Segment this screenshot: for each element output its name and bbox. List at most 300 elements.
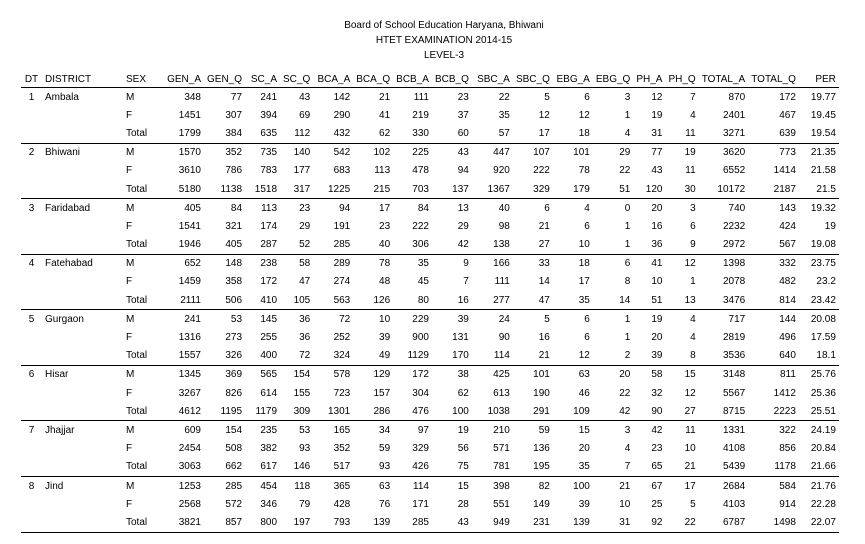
table-row — [21, 143, 839, 162]
value-cell-bca-a: 165 — [333, 424, 351, 436]
value-cell-bca-a: 94 — [339, 202, 351, 214]
value-cell-total-q: 567 — [748, 236, 799, 255]
value-cell-bcb-q: 75 — [432, 458, 472, 477]
value-cell-per: 23.75 — [810, 258, 836, 270]
value-cell-sc-a: 238 — [260, 258, 278, 270]
value-cell-ebg-q: 4 — [624, 443, 631, 455]
district-name: Fatehabad — [45, 258, 93, 270]
value-cell-ph-q: 22 — [665, 513, 698, 532]
value-cell-sbc-q: 291 — [513, 402, 553, 421]
district-number — [21, 162, 42, 180]
value-cell-bca-a: 72 — [339, 313, 351, 325]
value-cell-bcb-q: 16 — [432, 291, 472, 310]
value-cell-sbc-q: 222 — [533, 165, 550, 177]
value-cell-ebg-a: 100 — [573, 480, 590, 492]
value-cell-per: 19.32 — [810, 202, 836, 214]
value-cell-ebg-a: 6 — [584, 91, 590, 103]
table-row — [21, 495, 839, 513]
value-cell-per: 21.76 — [810, 480, 836, 492]
value-cell-sc-q: 52 — [280, 236, 313, 255]
value-cell-total-a: 2401 — [722, 109, 746, 121]
column-header-bca-a: BCA_A — [313, 72, 353, 88]
value-cell-gen-q: 148 — [225, 258, 243, 270]
value-cell-bca-q: 59 — [379, 443, 391, 455]
value-cell-total-q: 1412 — [773, 387, 796, 399]
value-cell-sc-a: 287 — [245, 236, 280, 255]
value-cell-ebg-a: 6 — [584, 313, 590, 325]
value-cell-per: 17.59 — [810, 332, 836, 344]
value-cell-sbc-q: 16 — [538, 332, 550, 344]
district-name — [42, 513, 123, 532]
value-cell-sc-a: 454 — [260, 480, 278, 492]
sex-cell: M — [126, 202, 135, 214]
report-level: LEVEL-3 — [423, 50, 465, 61]
value-cell-sbc-q: 21 — [513, 347, 553, 366]
sex-cell: F — [126, 498, 133, 510]
value-cell-total-q: 424 — [779, 220, 796, 232]
value-cell-bcb-q: 37 — [457, 109, 469, 121]
value-cell-total-q: 496 — [779, 332, 796, 344]
district-name: Jhajjar — [45, 424, 75, 436]
value-cell-total-q: 811 — [779, 369, 796, 381]
table-row — [21, 328, 839, 346]
value-cell-ebg-a: 101 — [573, 147, 590, 159]
value-cell-bca-q: 113 — [374, 165, 391, 177]
value-cell-sc-q: 146 — [280, 458, 313, 477]
district-name — [42, 236, 123, 255]
table-row — [21, 88, 839, 107]
district-number — [21, 328, 42, 346]
value-cell-sc-a: 255 — [260, 332, 278, 344]
value-cell-bcb-a: 229 — [412, 313, 429, 325]
value-cell-bca-a: 517 — [313, 458, 353, 477]
value-cell-ph-a: 58 — [651, 369, 663, 381]
value-cell-bca-a: 563 — [313, 291, 353, 310]
value-cell-sbc-a: 447 — [493, 147, 510, 159]
value-cell-sbc-a: 98 — [498, 220, 510, 232]
value-cell-total-a: 5439 — [699, 458, 749, 477]
value-cell-sc-a: 1518 — [245, 180, 280, 199]
value-cell-total-a: 717 — [728, 313, 746, 325]
value-cell-ph-a: 31 — [633, 124, 665, 143]
value-cell-sc-q: 69 — [299, 109, 311, 121]
value-cell-total-q: 144 — [779, 313, 796, 325]
value-cell-per: 20.84 — [810, 443, 836, 455]
value-cell-bcb-a: 330 — [393, 124, 432, 143]
value-cell-ph-a: 43 — [651, 165, 663, 177]
value-cell-sc-q: 177 — [293, 165, 311, 177]
value-cell-ebg-q: 6 — [624, 258, 631, 270]
value-cell-per: 19 — [824, 220, 836, 232]
value-cell-sbc-q: 6 — [544, 202, 550, 214]
value-cell-total-q: 914 — [779, 498, 796, 510]
value-cell-sc-a: 410 — [245, 291, 280, 310]
value-cell-bcb-q: 9 — [463, 258, 469, 270]
value-cell-sc-a: 565 — [260, 369, 278, 381]
sex-cell: Total — [123, 124, 163, 143]
value-cell-bca-a: 365 — [333, 480, 351, 492]
column-header-total-q: TOTAL_Q — [748, 72, 799, 88]
value-cell-gen-q: 508 — [225, 443, 243, 455]
value-cell-gen-q: 826 — [225, 387, 243, 399]
value-cell-bca-a: 252 — [333, 332, 351, 344]
value-cell-ph-q: 8 — [665, 347, 698, 366]
value-cell-total-a: 2684 — [722, 480, 746, 492]
value-cell-bcb-a: 900 — [412, 332, 429, 344]
district-name — [42, 347, 123, 366]
value-cell-bcb-q: 39 — [457, 313, 469, 325]
value-cell-bcb-a: 45 — [417, 276, 429, 288]
value-cell-total-a: 5567 — [722, 387, 746, 399]
value-cell-gen-a: 609 — [184, 424, 201, 436]
value-cell-sc-a: 235 — [260, 424, 278, 436]
value-cell-ebg-q: 31 — [593, 513, 633, 532]
district-name — [42, 402, 123, 421]
value-cell-ph-q: 19 — [684, 147, 696, 159]
value-cell-total-q: 322 — [779, 424, 796, 436]
value-cell-sbc-a: 398 — [493, 480, 510, 492]
value-cell-bca-q: 157 — [373, 387, 391, 399]
table-row — [21, 254, 839, 273]
value-cell-total-q: 467 — [779, 109, 796, 121]
value-cell-total-a: 3148 — [722, 369, 746, 381]
value-cell-per: 25.76 — [810, 369, 836, 381]
table-row — [21, 365, 839, 384]
value-cell-sbc-a: 425 — [493, 369, 510, 381]
value-cell-sbc-a: 40 — [498, 202, 510, 214]
value-cell-sc-q: 118 — [294, 480, 311, 492]
value-cell-ebg-a: 18 — [553, 124, 593, 143]
value-cell-sbc-a: 114 — [472, 347, 513, 366]
value-cell-gen-q: 369 — [225, 369, 243, 381]
value-cell-sc-q: 23 — [299, 202, 311, 214]
value-cell-total-a: 4103 — [722, 498, 746, 510]
value-cell-gen-a: 1541 — [178, 220, 201, 232]
value-cell-ph-q: 5 — [690, 498, 696, 510]
value-cell-bcb-q: 137 — [432, 180, 472, 199]
value-cell-per: 20.08 — [810, 313, 836, 325]
value-cell-bcb-a: 304 — [412, 387, 429, 399]
district-name: Bhiwani — [45, 147, 81, 159]
value-cell-ebg-q: 51 — [593, 180, 633, 199]
column-header-ebg-a: EBG_A — [553, 72, 593, 88]
value-cell-ph-a: 23 — [651, 443, 663, 455]
value-cell-bcb-q: 7 — [463, 276, 469, 288]
district-name — [42, 458, 123, 477]
value-cell-ebg-a: 6 — [584, 332, 590, 344]
value-cell-sbc-q: 231 — [513, 513, 553, 532]
value-cell-bca-a: 324 — [313, 347, 353, 366]
table-body — [21, 88, 839, 533]
sex-cell: M — [126, 313, 135, 325]
value-cell-bca-q: 39 — [379, 332, 391, 344]
sex-cell: F — [126, 220, 133, 232]
table-row — [21, 291, 839, 310]
district-number — [21, 458, 42, 477]
value-cell-sbc-a: 277 — [472, 291, 513, 310]
value-cell-ebg-q: 0 — [624, 202, 631, 214]
sex-cell: Total — [123, 347, 163, 366]
value-cell-sc-q: 112 — [280, 124, 313, 143]
value-cell-sc-q: 105 — [280, 291, 313, 310]
district-number — [21, 236, 42, 255]
value-cell-bcb-a: 35 — [417, 258, 429, 270]
value-cell-sc-q: 47 — [299, 276, 311, 288]
value-cell-sc-q: 29 — [299, 220, 311, 232]
value-cell-sbc-q: 190 — [533, 387, 550, 399]
value-cell-ebg-q: 1 — [624, 220, 631, 232]
value-cell-gen-q: 662 — [204, 458, 245, 477]
value-cell-sbc-a: 22 — [498, 91, 510, 103]
sex-cell: Total — [123, 180, 163, 199]
value-cell-gen-a: 1345 — [178, 369, 201, 381]
value-cell-total-q: 639 — [748, 124, 799, 143]
value-cell-bcb-a: 1129 — [393, 347, 432, 366]
value-cell-ph-q: 9 — [665, 236, 698, 255]
value-cell-bca-a: 578 — [333, 369, 351, 381]
value-cell-ebg-q: 22 — [619, 165, 631, 177]
value-cell-ebg-q: 1 — [593, 236, 633, 255]
value-cell-bca-q: 23 — [379, 220, 391, 232]
value-cell-ph-q: 13 — [665, 291, 698, 310]
value-cell-ebg-a: 10 — [553, 236, 593, 255]
value-cell-ebg-q: 1 — [624, 313, 631, 325]
value-cell-bca-a: 683 — [333, 165, 351, 177]
value-cell-bcb-q: 170 — [432, 347, 472, 366]
value-cell-gen-q: 154 — [225, 424, 243, 436]
value-cell-ebg-q: 1 — [624, 109, 631, 121]
table-row — [21, 347, 839, 366]
value-cell-per: 24.19 — [810, 424, 836, 436]
value-cell-ebg-q: 3 — [624, 424, 631, 436]
value-cell-ebg-a: 12 — [578, 109, 590, 121]
district-name — [42, 328, 123, 346]
value-cell-gen-a: 3821 — [163, 513, 204, 532]
value-cell-bca-q: 215 — [353, 180, 393, 199]
value-cell-gen-a: 1459 — [178, 276, 201, 288]
value-cell-total-q: 856 — [779, 443, 796, 455]
value-cell-bcb-a: 80 — [393, 291, 432, 310]
value-cell-ph-q: 7 — [690, 91, 696, 103]
value-cell-bcb-a: 703 — [393, 180, 432, 199]
value-cell-total-a: 6787 — [699, 513, 749, 532]
sex-cell: F — [126, 276, 133, 288]
value-cell-bca-a: 352 — [333, 443, 351, 455]
value-cell-bca-q: 41 — [379, 109, 391, 121]
value-cell-sbc-q: 329 — [513, 180, 553, 199]
value-cell-sbc-a: 1038 — [472, 402, 513, 421]
value-cell-sc-a: 617 — [245, 458, 280, 477]
value-cell-sbc-q: 107 — [533, 147, 550, 159]
value-cell-gen-a: 3610 — [178, 165, 201, 177]
table-row — [21, 476, 839, 495]
sex-cell: Total — [123, 458, 163, 477]
column-header-dt: DT — [21, 72, 42, 88]
value-cell-ph-q: 12 — [684, 387, 696, 399]
value-cell-bcb-q: 28 — [457, 498, 469, 510]
value-cell-sbc-a: 1367 — [472, 180, 513, 199]
value-cell-gen-a: 1799 — [163, 124, 204, 143]
value-cell-bca-a: 191 — [333, 220, 351, 232]
value-cell-sc-a: 346 — [260, 498, 278, 510]
district-number: 5 — [28, 313, 35, 325]
value-cell-bca-a: 285 — [313, 236, 353, 255]
value-cell-sbc-a: 210 — [493, 424, 510, 436]
value-cell-sc-q: 155 — [293, 387, 311, 399]
value-cell-ph-a: 42 — [651, 424, 663, 436]
value-cell-per: 23.42 — [799, 291, 839, 310]
column-header-ph-q: PH_Q — [665, 72, 698, 88]
district-number: 8 — [28, 480, 35, 492]
column-header-sbc-a: SBC_A — [472, 72, 513, 88]
value-cell-bca-q: 93 — [353, 458, 393, 477]
value-cell-gen-a: 4612 — [163, 402, 204, 421]
value-cell-sbc-a: 613 — [493, 387, 510, 399]
value-cell-bcb-q: 43 — [432, 513, 472, 532]
sex-cell: Total — [123, 291, 163, 310]
value-cell-bcb-a: 114 — [413, 480, 429, 492]
value-cell-bca-q: 129 — [373, 369, 391, 381]
value-cell-total-q: 332 — [779, 258, 796, 270]
value-cell-total-a: 3620 — [722, 147, 746, 159]
value-cell-gen-q: 307 — [225, 109, 243, 121]
value-cell-gen-a: 2454 — [178, 443, 201, 455]
value-cell-bca-q: 76 — [379, 498, 391, 510]
value-cell-ph-q: 11 — [685, 424, 696, 436]
value-cell-total-a: 4108 — [722, 443, 746, 455]
value-cell-bca-q: 286 — [353, 402, 393, 421]
value-cell-sbc-q: 17 — [513, 124, 553, 143]
value-cell-sbc-q: 27 — [513, 236, 553, 255]
value-cell-gen-a: 1570 — [178, 147, 201, 159]
value-cell-ph-a: 77 — [651, 147, 663, 159]
value-cell-bcb-a: 222 — [412, 220, 429, 232]
value-cell-ebg-a: 12 — [553, 347, 593, 366]
value-cell-bca-a: 428 — [333, 498, 351, 510]
value-cell-gen-a: 3063 — [163, 458, 204, 477]
value-cell-ph-q: 15 — [684, 369, 696, 381]
value-cell-per: 21.35 — [810, 147, 836, 159]
sex-cell: Total — [123, 402, 163, 421]
value-cell-ph-q: 30 — [665, 180, 698, 199]
value-cell-bca-q: 21 — [379, 91, 391, 103]
value-cell-sbc-q: 5 — [544, 313, 550, 325]
value-cell-total-q: 2187 — [748, 180, 799, 199]
value-cell-ebg-q: 29 — [619, 147, 631, 159]
value-cell-ebg-q: 42 — [593, 402, 633, 421]
report-title: Board of School Education Haryana, Bhiwani — [344, 20, 544, 31]
value-cell-bcb-q: 13 — [457, 202, 469, 214]
value-cell-bca-a: 1225 — [313, 180, 353, 199]
value-cell-total-q: 584 — [779, 480, 796, 492]
value-cell-ph-a: 10 — [651, 276, 663, 288]
value-cell-bcb-a: 171 — [412, 498, 429, 510]
table-row — [21, 199, 839, 218]
value-cell-total-q: 1498 — [748, 513, 799, 532]
value-cell-sbc-q: 14 — [538, 276, 550, 288]
value-cell-bca-q: 139 — [353, 513, 393, 532]
value-cell-total-a: 2078 — [722, 276, 746, 288]
value-cell-sc-q: 154 — [293, 369, 311, 381]
value-cell-bca-a: 142 — [333, 91, 351, 103]
district-number: 3 — [28, 202, 35, 214]
value-cell-per: 25.36 — [810, 387, 836, 399]
value-cell-gen-a: 652 — [184, 258, 201, 270]
value-cell-sbc-q: 5 — [544, 91, 550, 103]
district-number: 6 — [28, 369, 35, 381]
value-cell-ph-a: 36 — [633, 236, 665, 255]
district-number: 4 — [28, 258, 35, 270]
column-header-bca-q: BCA_Q — [353, 72, 393, 88]
value-cell-total-q: 143 — [779, 202, 796, 214]
value-cell-gen-a: 2111 — [163, 291, 204, 310]
value-cell-per: 21.5 — [799, 180, 839, 199]
value-cell-bcb-a: 172 — [412, 369, 429, 381]
district-number: 7 — [28, 424, 35, 436]
value-cell-ebg-a: 35 — [553, 458, 593, 477]
value-cell-bcb-q: 23 — [457, 91, 469, 103]
district-name: Gurgaon — [45, 313, 84, 325]
value-cell-ph-a: 20 — [651, 202, 663, 214]
value-cell-ebg-a: 139 — [553, 513, 593, 532]
value-cell-sbc-q: 195 — [513, 458, 553, 477]
value-cell-total-a: 8715 — [699, 402, 749, 421]
value-cell-ph-q: 10 — [684, 443, 696, 455]
value-cell-gen-q: 786 — [225, 165, 243, 177]
value-cell-ph-a: 19 — [651, 313, 663, 325]
value-cell-ph-q: 4 — [690, 109, 696, 121]
value-cell-sbc-a: 781 — [472, 458, 513, 477]
value-cell-ph-q: 21 — [665, 458, 698, 477]
value-cell-bcb-q: 94 — [457, 165, 469, 177]
value-cell-gen-q: 285 — [225, 480, 243, 492]
sex-cell: F — [126, 109, 133, 121]
value-cell-ph-a: 120 — [633, 180, 665, 199]
sex-cell: M — [126, 147, 135, 159]
value-cell-bca-a: 1301 — [313, 402, 353, 421]
value-cell-sc-a: 635 — [245, 124, 280, 143]
district-number: 1 — [28, 91, 35, 103]
value-cell-total-q: 482 — [779, 276, 796, 288]
value-cell-sbc-a: 138 — [472, 236, 513, 255]
value-cell-bca-q: 48 — [379, 276, 391, 288]
district-number — [21, 347, 42, 366]
value-cell-gen-q: 77 — [230, 91, 243, 103]
column-header-sex: SEX — [123, 72, 163, 88]
column-header-bcb-q: BCB_Q — [432, 72, 472, 88]
district-name — [42, 273, 123, 291]
sex-cell: F — [126, 387, 133, 399]
value-cell-per: 21.58 — [810, 165, 836, 177]
district-name — [42, 162, 123, 180]
value-cell-bca-a: 542 — [333, 147, 351, 159]
value-cell-sc-a: 800 — [245, 513, 280, 532]
district-name — [42, 180, 123, 199]
value-cell-ebg-a: 46 — [578, 387, 590, 399]
value-cell-ebg-a: 18 — [578, 258, 590, 270]
sex-cell: M — [126, 480, 135, 492]
district-name — [42, 440, 123, 458]
column-header-gen-a: GEN_A — [163, 72, 204, 88]
value-cell-ph-q: 4 — [690, 332, 696, 344]
value-cell-sbc-q: 47 — [513, 291, 553, 310]
value-cell-total-a: 3476 — [699, 291, 749, 310]
value-cell-total-a: 3536 — [699, 347, 749, 366]
column-header-gen-q: GEN_Q — [204, 72, 245, 88]
value-cell-bcb-a: 478 — [412, 165, 429, 177]
value-cell-per: 22.07 — [799, 513, 839, 532]
value-cell-bca-q: 63 — [379, 480, 391, 492]
